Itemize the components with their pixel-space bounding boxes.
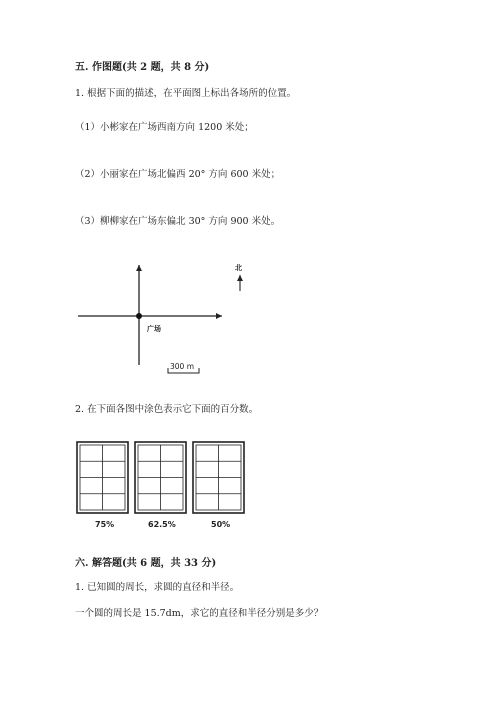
q1-prompt: 1. 根据下面的描述，在平面图上标出各场所的位置。: [75, 88, 297, 99]
q1-item-1: （1）小彬家在广场西南方向 1200 米处；: [75, 122, 254, 133]
plan-map: [0, 255, 500, 395]
q2-prompt: 2. 在下面各图中涂色表示它下面的百分数。: [75, 404, 259, 415]
s6-q1-detail: 一个圆的周长是 15.7dm，求它的直径和半径分别是多少？: [75, 608, 324, 619]
grid-62-5: [135, 442, 186, 513]
section6-heading: 六. 解答题(共 6 题，共 33 分): [75, 558, 217, 569]
section5-heading: 五. 作图题(共 2 题，共 8 分): [75, 62, 210, 73]
grid-75: [77, 442, 128, 513]
grid-label-62-5: 62.5%: [148, 520, 176, 529]
q1-item-3: （3）柳柳家在广场东偏北 30° 方向 900 米处。: [75, 216, 281, 227]
grid-label-75: 75%: [95, 520, 115, 529]
grid-50: [193, 442, 244, 513]
plaza-label: 广场: [147, 324, 161, 333]
s6-q1-prompt: 1. 已知圆的周长，求圆的直径和半径。: [75, 582, 240, 593]
q1-item-2: （2）小丽家在广场北偏西 20° 方向 600 米处；: [75, 169, 281, 180]
plaza-point: [136, 313, 142, 319]
grid-label-50: 50%: [211, 520, 231, 529]
percent-grids: [0, 440, 500, 520]
scale-label: 300 m: [170, 362, 195, 371]
north-label: 北: [235, 263, 242, 272]
